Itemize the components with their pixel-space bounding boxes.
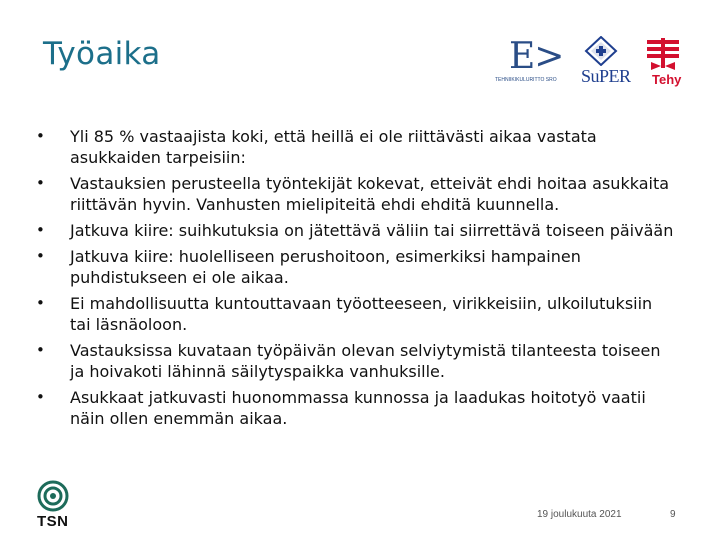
slide-title: Työaika: [43, 36, 161, 72]
bullet-dot-icon: •: [36, 341, 45, 359]
page-number: 9: [670, 509, 676, 520]
bullet-line: Ei mahdollisuutta kuntouttavaan työotteeseen, virikkeisiin, ulkoilutuksiin: [70, 294, 653, 313]
bullet-dot-icon: •: [36, 247, 45, 265]
tsn-logo-text: TSN: [37, 513, 69, 530]
bullet-line: Jatkuva kiire: suihkutuksia on jätettävä väliin tai siirrettävä toiseen päivään: [70, 221, 674, 240]
tehy-logo-text: Tehy: [652, 72, 682, 87]
bullet-dot-icon: •: [36, 221, 45, 239]
bullet-item: [36, 246, 696, 288]
tehy-emblem-icon: [645, 36, 681, 70]
bullet-line: Vastauksissa kuvataan työpäivän olevan selviytymistä tilanteesta toiseen: [70, 341, 661, 360]
footer-date: 19 joulukuuta 2021: [537, 509, 622, 520]
bullet-line: asukkaiden tarpeisiin:: [70, 148, 246, 167]
e-logo-caption: TEHNIIKIKULURITTO SRO: [495, 77, 557, 83]
e-logo: [495, 36, 577, 88]
bullet-line: Yli 85 % vastaajista koki, että heillä ei ole riittävästi aikaa vastata: [70, 127, 597, 146]
bullet-line: Asukkaat jatkuvasti huonommassa kunnossa ja laadukas hoitotyö vaatii: [70, 388, 646, 407]
tsn-emblem-icon: [33, 480, 73, 512]
bullet-dot-icon: •: [36, 388, 45, 406]
tehy-logo: [645, 36, 691, 88]
bullet-line: riittävän hyvin. Vanhusten mielipiteitä ehdi ehditä kuunnella.: [70, 195, 560, 214]
bullet-line: tai läsnäoloon.: [70, 315, 188, 334]
super-logo-text: SuPER: [581, 66, 631, 86]
bullet-item: [36, 173, 696, 215]
bullet-dot-icon: •: [36, 294, 45, 312]
bullet-item: [36, 126, 696, 168]
bullet-line: ja hoivakoti lähinnä säilytyspaikka vanhuksille.: [70, 362, 445, 381]
e-logo-mark: E>: [509, 36, 564, 77]
bullet-dot-icon: •: [36, 127, 45, 145]
super-logo: [581, 36, 637, 88]
bullet-line: puhdistukseen ei ole aikaa.: [70, 268, 289, 287]
bullet-line: Vastauksien perusteella työntekijät kokevat, etteivät ehdi hoitaa asukkaita: [70, 174, 670, 193]
bullet-line: näin ollen enemmän aikaa.: [70, 409, 288, 428]
bullet-list: [36, 126, 696, 434]
bullet-item: [36, 340, 696, 382]
tsn-logo: [33, 480, 77, 532]
bullet-dot-icon: •: [36, 174, 45, 192]
bullet-line: Jatkuva kiire: huolelliseen perushoitoon, esimerkiksi hampainen: [70, 247, 581, 266]
bullet-item: [36, 387, 696, 429]
bullet-item: [36, 293, 696, 335]
bullet-item: [36, 220, 696, 241]
super-emblem-icon: [581, 36, 621, 66]
partner-logos: [495, 36, 695, 88]
